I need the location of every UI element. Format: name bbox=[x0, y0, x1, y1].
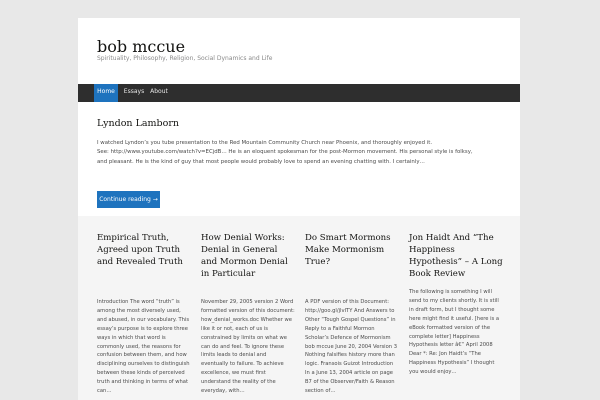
main-navigation bbox=[78, 84, 520, 102]
featured-excerpt-line-1: I watched Lyndon’s you tube presentation to the Red Mountain Community Church near Phoenix, and thoroughly enjoyed it. bbox=[97, 140, 433, 146]
featured-excerpt-line-3: and pleasant. He is the kind of guy that most people would probably love to spend an evening chatting with. I certainly… bbox=[97, 158, 425, 165]
nav-item-about[interactable]: About bbox=[150, 88, 168, 95]
post-card-title[interactable]: Empirical Truth, Agreed upon Truth and Revealed Truth bbox=[97, 233, 183, 267]
post-card-excerpt: Introduction The word “truth” is among the most diversely used, and abused, in our vocabulary. This essay’s purpose is to explore three ways in which that word is commonly used, the reasons for confusion between them, and how disciplining ourselves to distinguish between these kinds of perceived truth and thinking in terms of what can… bbox=[97, 299, 190, 395]
featured-post-excerpt bbox=[97, 139, 501, 167]
featured-post bbox=[97, 118, 501, 165]
post-card-title[interactable]: How Denial Works: Denial in General and Mormon Denial in Particular bbox=[201, 233, 288, 279]
post-card-excerpt: The following is something I will send to my clients shortly. It is still in draft form, but I thought some here might find it useful. [here is a eBook formatted version of the complete letter] Happiness Hypothesis letter â€“ April 2008 Dear *: Re: Jon Haidt’s “The Happiness Hypothesis” I thought you would enjoy… bbox=[409, 289, 500, 376]
post-card-excerpt: November 29, 2005 version 2 Word formatted version of this document: how_denial_works.doc Whether we like it or not, each of us is constrained by limits on what we can do and feel. To ignore these limits leads to denial and eventually to failure. To achieve excellence, we must first understand the reality of the everyday, with… bbox=[201, 299, 295, 395]
site-title[interactable]: bob mccue bbox=[97, 37, 186, 56]
post-card-title[interactable]: Jon Haidt And “The Happiness Hypothesis” – A Long Book Review bbox=[409, 233, 503, 279]
site-header bbox=[78, 18, 520, 84]
nav-item-home[interactable]: Home bbox=[94, 84, 118, 102]
post-card-title[interactable]: Do Smart Mormons Make Mormonism True? bbox=[305, 233, 391, 267]
featured-post-title[interactable]: Lyndon Lamborn bbox=[97, 118, 180, 129]
continue-reading-button[interactable]: Continue reading → bbox=[97, 191, 160, 208]
site-description: Spirituality, Philosophy, Religion, Social Dynamics and Life bbox=[97, 55, 273, 62]
featured-excerpt-line-2: See: http://www.youtube.com/watch?v=ECjdB… He is an eloquent spokesman for the post-Mormon movement. His personal style is folksy, bbox=[97, 149, 473, 156]
nav-item-essays[interactable]: Essays bbox=[123, 88, 145, 95]
post-card-excerpt: A PDF version of this Document: http://goo.gl/jlvITY And Answers to Other “Tough Gospel Questions” in Reply to a Faithful Mormon Scholar’s Defence of Mormonism bob mccue June 20, 2004 Version 3 Nothing falsifies history more than logic. Fransois Guizot Introduction In a June 13, 2004 article on page B7 of the Observer/Faith & Reason section of… bbox=[305, 299, 398, 395]
post-grid bbox=[78, 216, 520, 400]
page-container bbox=[78, 18, 520, 400]
